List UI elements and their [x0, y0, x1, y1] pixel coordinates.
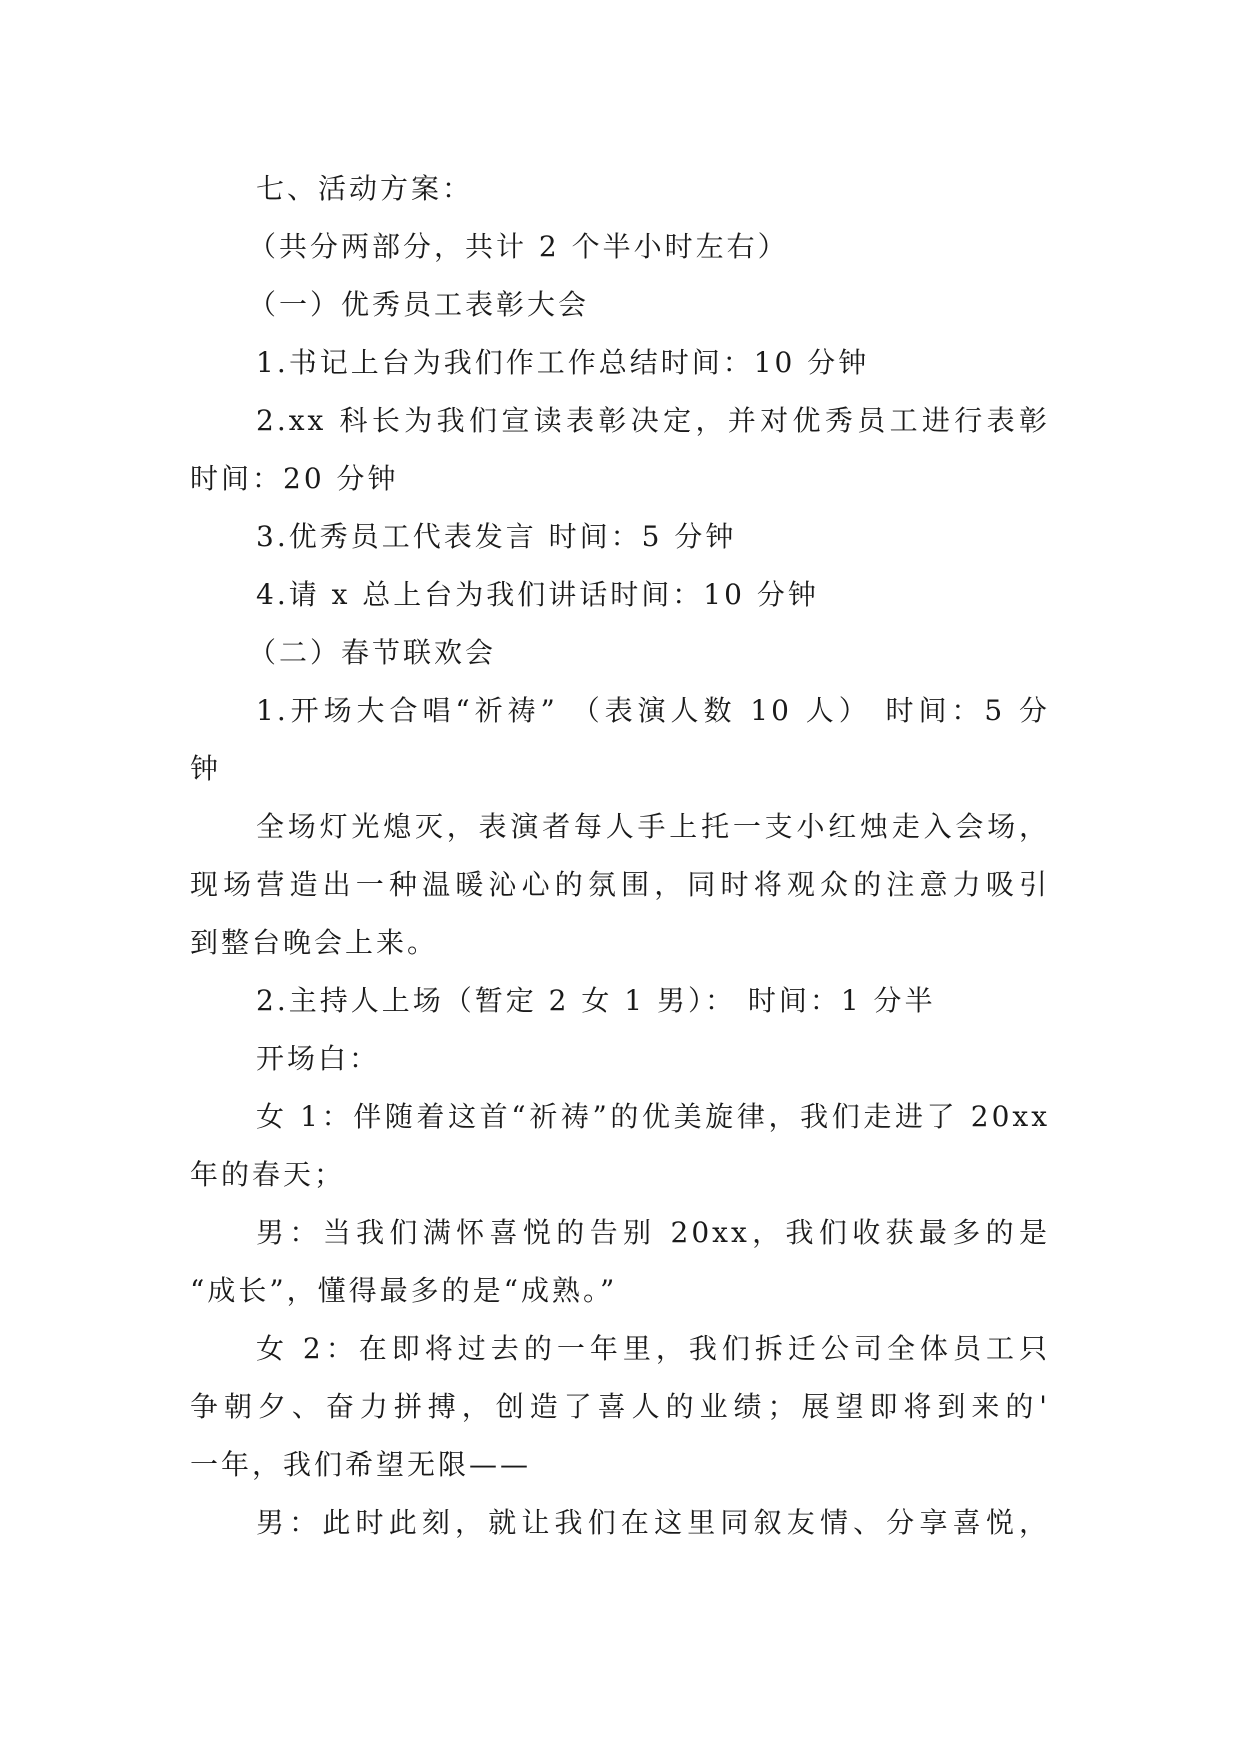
paragraph-line: 现场营造出一种温暖沁心的氛围，同时将观众的注意力吸引 — [190, 868, 1050, 901]
paragraph-line: 1.开场大合唱“祈祷” （表演人数 10 人） 时间：5 分 — [256, 694, 1050, 727]
paragraph-line: 2.主持人上场（暂定 2 女 1 男）： 时间：1 分半 — [256, 984, 936, 1017]
paragraph-line: 开场白： — [256, 1042, 381, 1075]
paragraph-line: 到整台晚会上来。 — [190, 926, 439, 959]
paragraph-line: 女 1：伴随着这首“祈祷”的优美旋律，我们走进了 20xx — [256, 1100, 1050, 1133]
paragraph-line: 钟 — [190, 752, 222, 785]
paragraph-line: 3.优秀员工代表发言 时间：5 分钟 — [256, 520, 737, 553]
section-heading: 七、活动方案： — [256, 172, 474, 205]
paragraph-line: 年的春天； — [190, 1158, 346, 1191]
paragraph-line: 1.书记上台为我们作工作总结时间：10 分钟 — [256, 346, 870, 379]
paragraph-line: 争朝夕、奋力拼搏，创造了喜人的业绩；展望即将到来的' — [190, 1390, 1050, 1423]
paragraph-line: 女 2：在即将过去的一年里，我们拆迁公司全体员工只 — [256, 1332, 1050, 1365]
paragraph-line: 男：此时此刻，就让我们在这里同叙友情、分享喜悦， — [256, 1506, 1050, 1539]
subsection-heading: （二）春节联欢会 — [248, 636, 497, 669]
subsection-heading: （一）优秀员工表彰大会 — [248, 288, 590, 321]
paragraph-line: （共分两部分，共计 2 个半小时左右） — [248, 230, 789, 263]
paragraph-line: 4.请 x 总上台为我们讲话时间：10 分钟 — [256, 578, 819, 611]
document-body — [190, 160, 1050, 1552]
paragraph-line: 一年，我们希望无限—— — [190, 1448, 532, 1481]
paragraph-line: 男：当我们满怀喜悦的告别 20xx，我们收获最多的是 — [256, 1216, 1050, 1249]
paragraph-line: 全场灯光熄灭，表演者每人手上托一支小红烛走入会场， — [256, 810, 1050, 843]
paragraph-line: “成长”，懂得最多的是“成熟。” — [190, 1274, 618, 1307]
paragraph-line: 时间：20 分钟 — [190, 462, 399, 495]
paragraph-line: 2.xx 科长为我们宣读表彰决定，并对优秀员工进行表彰 — [256, 404, 1050, 437]
